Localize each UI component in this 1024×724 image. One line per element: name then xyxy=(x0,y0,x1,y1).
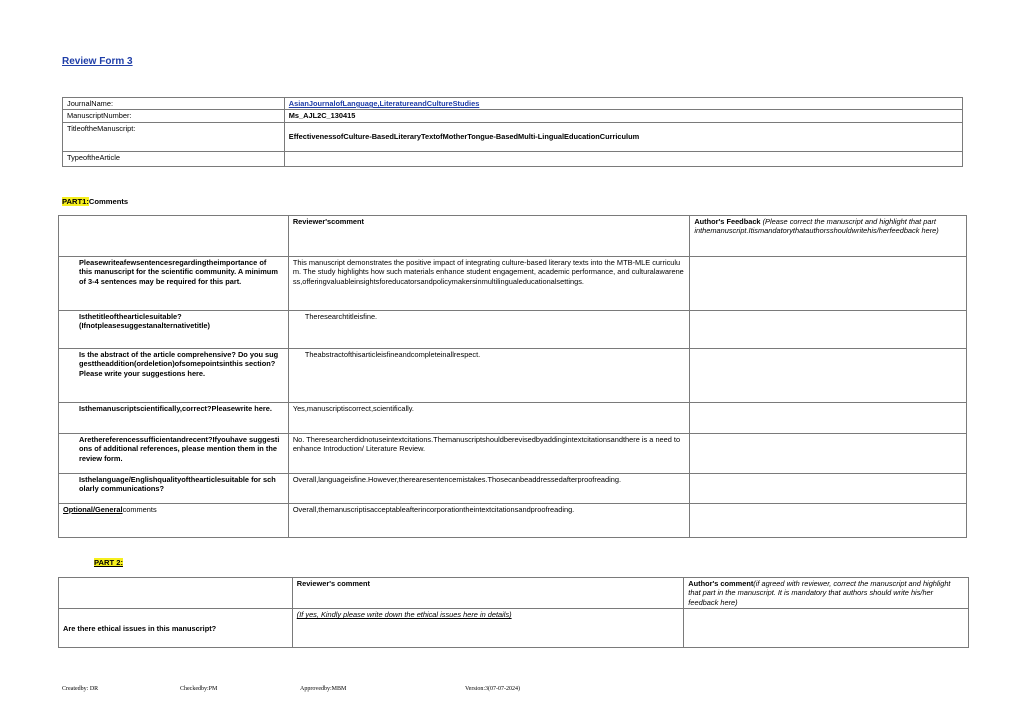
part2-ethics-table xyxy=(58,577,969,648)
optional-label-rest: comments xyxy=(122,505,157,514)
part1-header-blank xyxy=(59,216,289,257)
form-title: Review Form 3 xyxy=(62,56,133,67)
question-scientific: Isthemanuscriptscientifically,correct?Pleasewrite here. xyxy=(59,403,289,434)
comment-ethics-cell xyxy=(292,609,684,648)
table-row xyxy=(59,349,967,403)
question-ethics: Are there ethical issues in this manuscript? xyxy=(59,609,293,648)
type-value[interactable] xyxy=(284,151,962,166)
part2-header-author-note: (if agreed with reviewer, correct the manuscript and highlight that part in the manuscript. It is mandatory that authors should write his/her feedback here) xyxy=(688,579,951,607)
comment-title: Theresearchtitleisfine. xyxy=(288,311,690,349)
question-importance: Pleasewriteafewsentencesregardingtheimportance of this manuscript for the scientific community. A minimum of 3-4 sentences may be required for this part. xyxy=(59,257,289,311)
table-row xyxy=(59,311,967,349)
footer-created: Createdby: DR xyxy=(62,686,99,692)
optional-feedback[interactable] xyxy=(690,504,967,538)
part1-label: PART1: xyxy=(62,197,89,206)
part2-label: PART 2: xyxy=(94,558,123,567)
feedback-references[interactable] xyxy=(690,434,967,474)
part1-header-author-note: (Please correct the manuscript and highlight that part inthemanuscript.Itismandatorythatauthorsshouldwritehis/herfeedback here) xyxy=(694,217,939,236)
type-label: TypeoftheArticle xyxy=(63,151,285,166)
question-abstract: Is the abstract of the article comprehensive? Do you suggesttheaddition(ordeletion)ofsomepointsinthis section? Please write your suggestions here. xyxy=(59,349,289,403)
part1-comments-table xyxy=(58,215,967,538)
table-row xyxy=(59,504,967,538)
journal-label: JournalName: xyxy=(63,98,285,110)
comment-references: No. Theresearcherdidnotuseintextcitations.Themanuscriptshouldberevisedbyaddingintextcitationsandthere is a need to enhance Introduction/ Literature Review. xyxy=(288,434,690,474)
table-row xyxy=(59,609,969,648)
part2-header-author-title: Author's comment xyxy=(688,579,754,588)
question-references: Arethereferencessufficientandrecent?Ifyouhave suggestions of additional references, please mention them in the review form. xyxy=(59,434,289,474)
comment-abstract: Theabstractofthisarticleisfineandcompleteinallrespect. xyxy=(288,349,690,403)
table-row xyxy=(59,434,967,474)
feedback-ethics[interactable] xyxy=(684,609,969,648)
feedback-language[interactable] xyxy=(690,474,967,504)
question-title: Isthetitleofthearticlesuitable? (Ifnotpleasesuggestanalternativetitle) xyxy=(59,311,289,349)
part1-header-author-title: Author's Feedback xyxy=(694,217,761,226)
optional-comment: Overall,themanuscriptisacceptableafterincorporationtheintextcitationsandproofreading. xyxy=(288,504,690,538)
table-row xyxy=(59,257,967,311)
journal-link[interactable]: AsianJournalofLanguage,LiteratureandCultureStudies xyxy=(288,99,480,108)
feedback-title[interactable] xyxy=(690,311,967,349)
feedback-scientific[interactable] xyxy=(690,403,967,434)
title-label: TitleoftheManuscript: xyxy=(63,122,285,151)
optional-comments-label xyxy=(59,504,289,538)
feedback-abstract[interactable] xyxy=(690,349,967,403)
part2-heading xyxy=(94,558,123,567)
footer-version: Version:3(07-07-2024) xyxy=(465,686,520,692)
part1-header-author xyxy=(690,216,967,257)
title-value: EffectivenessofCulture-BasedLiteraryTextofMotherTongue-BasedMulti-LingualEducationCurriculum xyxy=(284,122,962,151)
manuscript-number-label: ManuscriptNumber: xyxy=(63,110,285,122)
footer-approved: Approvedby:MBM xyxy=(300,686,347,692)
comment-language: Overall,languageisfine.However,therearesentencemistakes.Thosecanbeaddressedafterproofreading. xyxy=(288,474,690,504)
question-language: Isthelanguage/Englishqualityofthearticlesuitable for scholarly communications? xyxy=(59,474,289,504)
manuscript-info-table xyxy=(62,97,963,167)
part2-header-author xyxy=(684,578,969,609)
optional-label-underlined: Optional/General xyxy=(63,505,123,514)
table-row xyxy=(59,474,967,504)
feedback-importance[interactable] xyxy=(690,257,967,311)
comment-scientific: Yes,manuscriptiscorrect,scientifically. xyxy=(288,403,690,434)
table-row xyxy=(59,403,967,434)
comment-importance: This manuscript demonstrates the positive impact of integrating culture-based literary texts into the MTB-MLE curriculum. The study highlights how such materials enhance student engagement, academic performance, and culturalawareness,offeringvaluableinsightsforeducatorsandpolicymakersinmultilingualeducationalsettings. xyxy=(288,257,690,311)
manuscript-number-value: Ms_AJL2C_130415 xyxy=(284,110,962,122)
comment-ethics: (If yes, Kindly please write down the ethical issues here in details) xyxy=(296,610,512,620)
part2-header-blank xyxy=(59,578,293,609)
part2-header-reviewer: Reviewer's comment xyxy=(292,578,684,609)
part1-header-reviewer: Reviewer'scomment xyxy=(288,216,690,257)
part1-label-rest: Comments xyxy=(88,197,129,206)
footer-checked: Checkedby:PM xyxy=(180,686,218,692)
part1-heading xyxy=(62,197,128,206)
